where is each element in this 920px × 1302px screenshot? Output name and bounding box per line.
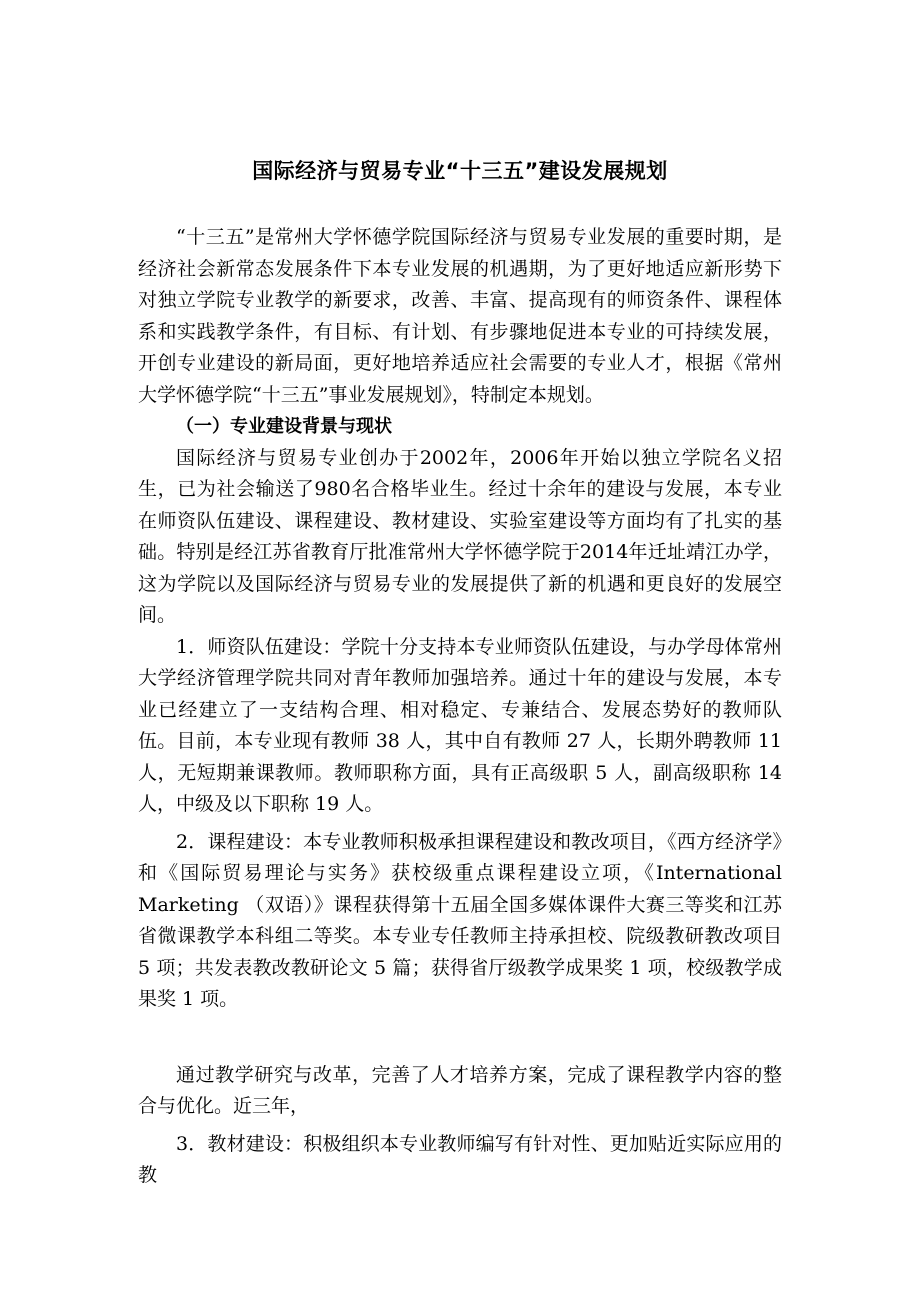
background-paragraph: 国际经济与贸易专业创办于2002年，2006年开始以独立学院名义招生，已为社会输送了980名合格毕业生。经过十余年的建设与发展，本专业在师资队伍建设、课程建设、教材建设、实验室建设等方面均有了扎实的基础。特别是经江苏省教育厅批准常州大学怀德学院于2014年迁址靖江办学，这为学院以及国际经济与贸易专业的发展提供了新的机遇和更良好的发展空间。 <box>138 446 782 626</box>
spacer <box>138 1016 782 1060</box>
textbook-paragraph: 3．教材建设：积极组织本专业教师编写有针对性、更加贴近实际应用的教 <box>138 1132 782 1186</box>
faculty-paragraph: 1．师资队伍建设：学院十分支持本专业师资队伍建设，与办学母体常州大学经济管理学院共同对青年教师加强培养。通过十年的建设与发展，本专业已经建立了一支结构合理、相对稳定、专兼结合、发展态势好的教师队伍。目前，本专业现有教师 38 人，其中自有教师 27 人，长期外聘教师 11 人，无短期兼课教师。教师职称方面，具有正高级职 5 人，副高级职称 14 人，中级及以下职称 19 人。 <box>138 635 782 815</box>
intro-paragraph: “十三五”是常州大学怀德学院国际经济与贸易专业发展的重要时期，是经济社会新常态发展条件下本专业发展的机遇期，为了更好地适应新形势下对独立学院专业教学的新要求，改善、丰富、提高现有的师资条件、课程体系和实践教学条件，有目标、有计划、有步骤地促进本专业的可持续发展，开创专业建设的新局面，更好地培养适应社会需要的专业人才，根据《常州大学怀德学院“十三五”事业发展规划》，特制定本规划。 <box>138 226 782 406</box>
course-paragraph: 2．课程建设：本专业教师积极承担课程建设和教改项目，《西方经济学》和《国际贸易理论与实务》获校级重点课程建设立项，《International Marketing （双语）》课程获得第十五届全国多媒体课件大赛三等奖和江苏省微课教学本科组二等奖。本专业专任教师主持承担校、院级教研教改项目 5 项；共发表教改教研论文 5 篇；获得省厅级教学成果奖 1 项，校级教学成果奖 1 项。 <box>138 830 782 1010</box>
reform-paragraph: 通过教学研究与改革，完善了人才培养方案，完成了课程教学内容的整合与优化。近三年， <box>138 1063 782 1117</box>
section-heading: （一）专业建设背景与现状 <box>176 416 392 437</box>
document-body <box>138 222 782 1192</box>
document-title: 国际经济与贸易专业“十三五”建设发展规划 <box>252 159 668 183</box>
